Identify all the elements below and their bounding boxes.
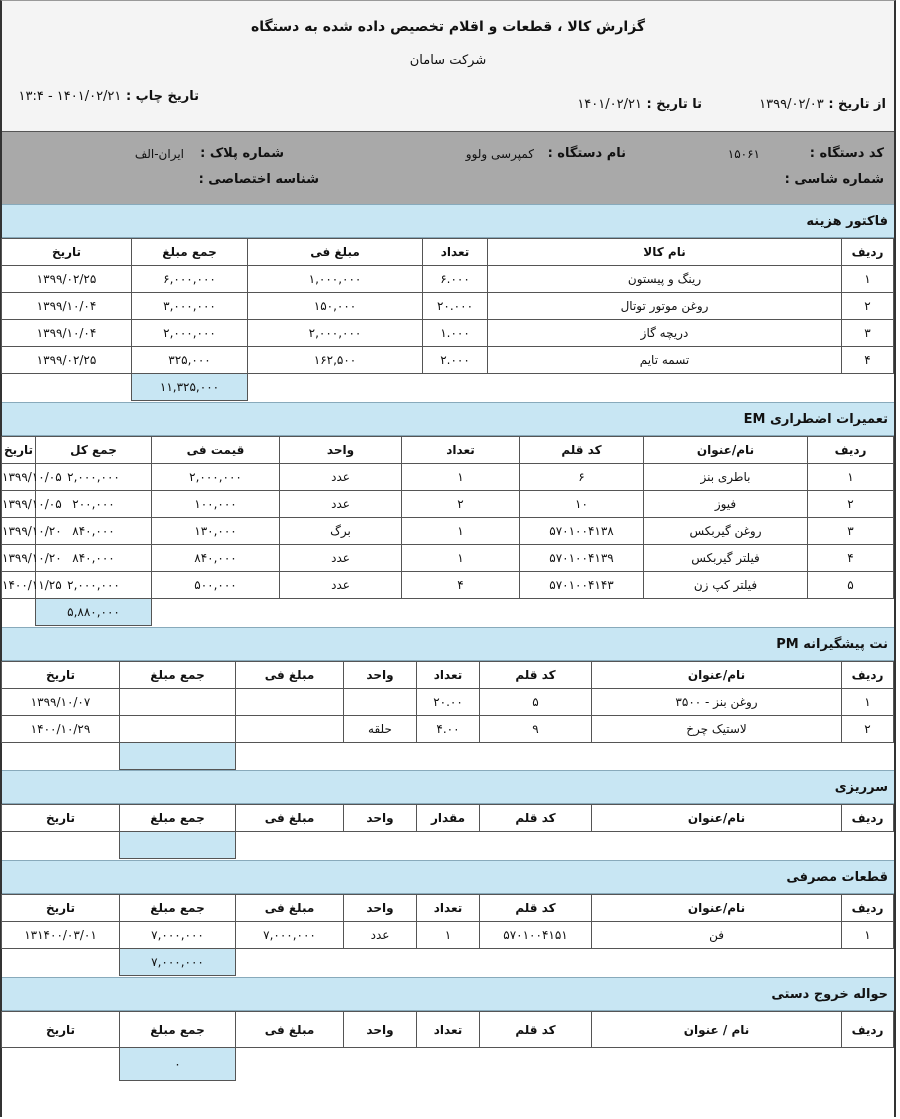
cell: ۲,۰۰۰,۰۰۰ bbox=[36, 464, 152, 491]
cell: ۶,۰۰۰,۰۰۰ bbox=[132, 266, 248, 293]
column-header: ردیف bbox=[808, 437, 894, 464]
cell: ۱ bbox=[842, 266, 894, 293]
company-name: شرکت سامان bbox=[409, 53, 487, 68]
table-row bbox=[2, 572, 894, 599]
cell: روغن بنز - ۳۵۰۰ bbox=[592, 689, 842, 716]
print-date bbox=[18, 89, 199, 104]
column-header: تاریخ bbox=[2, 1012, 120, 1048]
cell: ۱ bbox=[402, 518, 520, 545]
total-amount: ۷,۰۰۰,۰۰۰ bbox=[120, 949, 236, 976]
from-date bbox=[759, 97, 886, 112]
print-date-label: تاریخ چاپ : bbox=[125, 89, 199, 104]
cell: ۱۳۹۹/۱۰/۰۴ bbox=[2, 320, 132, 347]
table-header-row bbox=[2, 239, 894, 266]
column-header: واحد bbox=[344, 662, 417, 689]
section-preventive-maintenance bbox=[2, 627, 894, 770]
section-title: نت پیشگیرانه PM bbox=[2, 627, 894, 661]
cell: عدد bbox=[280, 545, 402, 572]
total-row bbox=[2, 743, 894, 770]
cell: ۹ bbox=[480, 716, 592, 743]
cell: ۳,۰۰۰,۰۰۰ bbox=[132, 293, 248, 320]
to-date bbox=[577, 97, 702, 112]
column-header: مقدار bbox=[417, 805, 480, 832]
total-amount: ۱۱,۳۲۵,۰۰۰ bbox=[132, 374, 248, 401]
cell: ۴ bbox=[402, 572, 520, 599]
cell: ۱۰ bbox=[520, 491, 644, 518]
column-header: کد قلم bbox=[480, 805, 592, 832]
column-header: جمع مبلغ bbox=[120, 895, 236, 922]
cell: ۱.۰۰۰ bbox=[423, 320, 488, 347]
cell: ۲,۰۰۰,۰۰۰ bbox=[36, 572, 152, 599]
section-title: حواله خروج دستی bbox=[2, 977, 894, 1011]
cell: ۲,۰۰۰,۰۰۰ bbox=[248, 320, 423, 347]
cell: ۱ bbox=[808, 464, 894, 491]
table-row bbox=[2, 545, 894, 572]
section-emergency-repairs bbox=[2, 402, 894, 626]
cell: ۱۵۰,۰۰۰ bbox=[248, 293, 423, 320]
section-title: سرریزی bbox=[2, 770, 894, 804]
to-date-label: تا تاریخ : bbox=[646, 97, 702, 112]
plate-label: شماره پلاک : bbox=[200, 146, 284, 161]
section-title: تعمیرات اضطراری EM bbox=[2, 402, 894, 436]
column-header: واحد bbox=[344, 895, 417, 922]
cell: ۳ bbox=[808, 518, 894, 545]
cell: ۵۷۰۱۰۰۴۱۴۳ bbox=[520, 572, 644, 599]
cell: عدد bbox=[280, 491, 402, 518]
table-row bbox=[2, 347, 894, 374]
column-header: تعداد bbox=[417, 662, 480, 689]
cell: ۵۰۰,۰۰۰ bbox=[152, 572, 280, 599]
total-amount bbox=[120, 743, 236, 770]
cell: عدد bbox=[344, 922, 417, 949]
cell: ۲,۰۰۰,۰۰۰ bbox=[132, 320, 248, 347]
device-code-label: کد دستگاه : bbox=[809, 146, 884, 161]
cell bbox=[344, 689, 417, 716]
column-header: کد قلم bbox=[520, 437, 644, 464]
table-header-row bbox=[2, 662, 894, 689]
plate-value: ایران-الف bbox=[134, 147, 184, 161]
cell: ۱۶۲,۵۰۰ bbox=[248, 347, 423, 374]
table-row bbox=[2, 716, 894, 743]
from-date-value: ۱۳۹۹/۰۲/۰۳ bbox=[759, 97, 824, 112]
column-header: ردیف bbox=[842, 895, 894, 922]
chassis-label: شماره شاسی : bbox=[784, 172, 884, 187]
cell: ۱,۰۰۰,۰۰۰ bbox=[248, 266, 423, 293]
cell: ۴ bbox=[842, 347, 894, 374]
table-header-row bbox=[2, 1012, 894, 1048]
total-row bbox=[2, 949, 894, 976]
total-row bbox=[2, 832, 894, 859]
column-header: تعداد bbox=[423, 239, 488, 266]
section-title: قطعات مصرفی bbox=[2, 860, 894, 894]
cell: برگ bbox=[280, 518, 402, 545]
table-header-row bbox=[2, 437, 894, 464]
column-header: مبلغ فی bbox=[236, 895, 344, 922]
total-amount: ۰ bbox=[120, 1048, 236, 1081]
cell: ۲۰۰,۰۰۰ bbox=[36, 491, 152, 518]
cell bbox=[120, 716, 236, 743]
cell: روغن موتور توتال bbox=[488, 293, 842, 320]
cell: ۱۳۱۴۰۰/۰۳/۰۱ bbox=[2, 922, 120, 949]
table-row bbox=[2, 320, 894, 347]
cell bbox=[236, 689, 344, 716]
cell: تسمه تایم bbox=[488, 347, 842, 374]
device-code-value: ۱۵۰۶۱ bbox=[727, 147, 760, 161]
column-header: واحد bbox=[344, 805, 417, 832]
cell: ۱ bbox=[842, 689, 894, 716]
table-row bbox=[2, 293, 894, 320]
column-header: جمع مبلغ bbox=[132, 239, 248, 266]
cell: ۱۳۹۹/۱۰/۲۰ bbox=[2, 545, 36, 572]
cell: ۵۷۰۱۰۰۴۱۳۹ bbox=[520, 545, 644, 572]
cell bbox=[236, 716, 344, 743]
total-amount bbox=[120, 832, 236, 859]
column-header: مبلغ فی bbox=[236, 662, 344, 689]
cell: حلقه bbox=[344, 716, 417, 743]
table-row bbox=[2, 689, 894, 716]
column-header: ردیف bbox=[842, 1012, 894, 1048]
column-header: نام/عنوان bbox=[592, 895, 842, 922]
column-header: تاریخ bbox=[2, 239, 132, 266]
column-header: جمع مبلغ bbox=[120, 662, 236, 689]
cell: روغن گیربکس bbox=[644, 518, 808, 545]
device-name-value: کمپرسی ولوو bbox=[465, 147, 534, 161]
cell bbox=[120, 689, 236, 716]
cell: ۱ bbox=[417, 922, 480, 949]
table-row bbox=[2, 922, 894, 949]
column-header: تاریخ bbox=[2, 662, 120, 689]
total-row bbox=[2, 374, 894, 401]
column-header: جمع مبلغ bbox=[120, 805, 236, 832]
cell: ۲ bbox=[402, 491, 520, 518]
column-header: تعداد bbox=[417, 1012, 480, 1048]
cell: ۲ bbox=[808, 491, 894, 518]
cell: ۵۷۰۱۰۰۴۱۳۸ bbox=[520, 518, 644, 545]
print-date-value: ۱۴۰۱/۰۲/۲۱ - ۱۳:۴ bbox=[18, 89, 122, 104]
cell: فیوز bbox=[644, 491, 808, 518]
cell: ۶ bbox=[520, 464, 644, 491]
cell: ۱۳۹۹/۰۲/۲۵ bbox=[2, 266, 132, 293]
column-header: کد قلم bbox=[480, 1012, 592, 1048]
cell: ۱۳۰,۰۰۰ bbox=[152, 518, 280, 545]
cell: ۲,۰۰۰,۰۰۰ bbox=[152, 464, 280, 491]
cell: ۱ bbox=[402, 464, 520, 491]
device-name-label: نام دستگاه : bbox=[547, 146, 626, 161]
section-consumable-parts bbox=[2, 860, 894, 976]
column-header: واحد bbox=[344, 1012, 417, 1048]
cell: فن bbox=[592, 922, 842, 949]
cell: ۳۲۵,۰۰۰ bbox=[132, 347, 248, 374]
column-header: تعداد bbox=[417, 895, 480, 922]
section-title: فاکتور هزینه bbox=[2, 204, 894, 238]
cell: ۱۳۹۹/۱۰/۰۵ bbox=[2, 464, 36, 491]
cell: ۲۰.۰۰۰ bbox=[423, 293, 488, 320]
cell: ۱۴۰۰/۱۱/۲۵ bbox=[2, 572, 36, 599]
cell: ۱۳۹۹/۱۰/۰۷ bbox=[2, 689, 120, 716]
cell: ۱۳۹۹/۱۰/۰۵ bbox=[2, 491, 36, 518]
total-row bbox=[2, 1048, 894, 1081]
cell: ۱۳۹۹/۱۰/۰۴ bbox=[2, 293, 132, 320]
column-header: تعداد bbox=[402, 437, 520, 464]
cell: ۴.۰۰ bbox=[417, 716, 480, 743]
column-header: مبلغ فی bbox=[248, 239, 423, 266]
total-amount: ۵,۸۸۰,۰۰۰ bbox=[36, 599, 152, 626]
cell: ۲.۰۰۰ bbox=[423, 347, 488, 374]
cell: باطری بنز bbox=[644, 464, 808, 491]
column-header: مبلغ فی bbox=[236, 1012, 344, 1048]
section-manual-exit bbox=[2, 977, 894, 1081]
column-header: نام/عنوان bbox=[592, 662, 842, 689]
column-header: قیمت فی bbox=[152, 437, 280, 464]
column-header: نام کالا bbox=[488, 239, 842, 266]
cost-invoice-table bbox=[1, 238, 894, 401]
column-header: کد قلم bbox=[480, 662, 592, 689]
cell: ۱۰۰,۰۰۰ bbox=[152, 491, 280, 518]
section-overflow bbox=[2, 770, 894, 859]
column-header: جمع مبلغ bbox=[120, 1012, 236, 1048]
cell: ۱ bbox=[842, 922, 894, 949]
section-cost-invoice bbox=[2, 204, 894, 401]
column-header: مبلغ فی bbox=[236, 805, 344, 832]
cell: ۱۴۰۰/۱۰/۲۹ bbox=[2, 716, 120, 743]
emergency-repairs-table bbox=[1, 436, 894, 626]
table-row bbox=[2, 464, 894, 491]
cell: ۱۳۹۹/۱۰/۲۰ bbox=[2, 518, 36, 545]
column-header: تاریخ bbox=[2, 805, 120, 832]
cell: عدد bbox=[280, 572, 402, 599]
from-date-label: از تاریخ : bbox=[828, 97, 886, 112]
cell: ۵ bbox=[480, 689, 592, 716]
column-header: تاریخ bbox=[2, 437, 36, 464]
cell: ۷,۰۰۰,۰۰۰ bbox=[120, 922, 236, 949]
cell: دریچه گاز bbox=[488, 320, 842, 347]
report-header bbox=[2, 1, 894, 132]
cell: ۱۳۹۹/۰۲/۲۵ bbox=[2, 347, 132, 374]
special-id-label: شناسه اختصاصی : bbox=[198, 172, 319, 187]
column-header: کد قلم bbox=[480, 895, 592, 922]
report-title: گزارش کالا ، قطعات و اقلام تخصیص داده شده به دستگاه bbox=[250, 19, 646, 35]
total-row bbox=[2, 599, 894, 626]
table-row bbox=[2, 518, 894, 545]
preventive-maintenance-table bbox=[1, 661, 894, 770]
cell: ۷,۰۰۰,۰۰۰ bbox=[236, 922, 344, 949]
cell: لاستیک چرخ bbox=[592, 716, 842, 743]
cell: رینگ و پیستون bbox=[488, 266, 842, 293]
table-header-row bbox=[2, 805, 894, 832]
cell: ۲ bbox=[842, 293, 894, 320]
manual-exit-table bbox=[1, 1011, 894, 1081]
consumable-parts-table bbox=[1, 894, 894, 976]
cell: فیلتر گیربکس bbox=[644, 545, 808, 572]
cell: ۲۰.۰۰ bbox=[417, 689, 480, 716]
cell: ۵ bbox=[808, 572, 894, 599]
column-header: نام/عنوان bbox=[592, 805, 842, 832]
column-header: ردیف bbox=[842, 239, 894, 266]
cell: ۶.۰۰۰ bbox=[423, 266, 488, 293]
cell: ۴ bbox=[808, 545, 894, 572]
table-row bbox=[2, 266, 894, 293]
cell: ۵۷۰۱۰۰۴۱۵۱ bbox=[480, 922, 592, 949]
cell: ۸۴۰,۰۰۰ bbox=[36, 518, 152, 545]
cell: ۲ bbox=[842, 716, 894, 743]
column-header: ردیف bbox=[842, 805, 894, 832]
overflow-table bbox=[1, 804, 894, 859]
column-header: نام/عنوان bbox=[644, 437, 808, 464]
cell: فیلتر کپ زن bbox=[644, 572, 808, 599]
device-info bbox=[2, 132, 894, 205]
column-header: تاریخ bbox=[2, 895, 120, 922]
column-header: ردیف bbox=[842, 662, 894, 689]
table-header-row bbox=[2, 895, 894, 922]
cell: ۸۴۰,۰۰۰ bbox=[152, 545, 280, 572]
cell: ۱ bbox=[402, 545, 520, 572]
cell: ۳ bbox=[842, 320, 894, 347]
column-header: جمع کل bbox=[36, 437, 152, 464]
column-header: نام / عنوان bbox=[592, 1012, 842, 1048]
table-row bbox=[2, 491, 894, 518]
cell: عدد bbox=[280, 464, 402, 491]
to-date-value: ۱۴۰۱/۰۲/۲۱ bbox=[577, 97, 642, 112]
cell: ۸۴۰,۰۰۰ bbox=[36, 545, 152, 572]
column-header: واحد bbox=[280, 437, 402, 464]
